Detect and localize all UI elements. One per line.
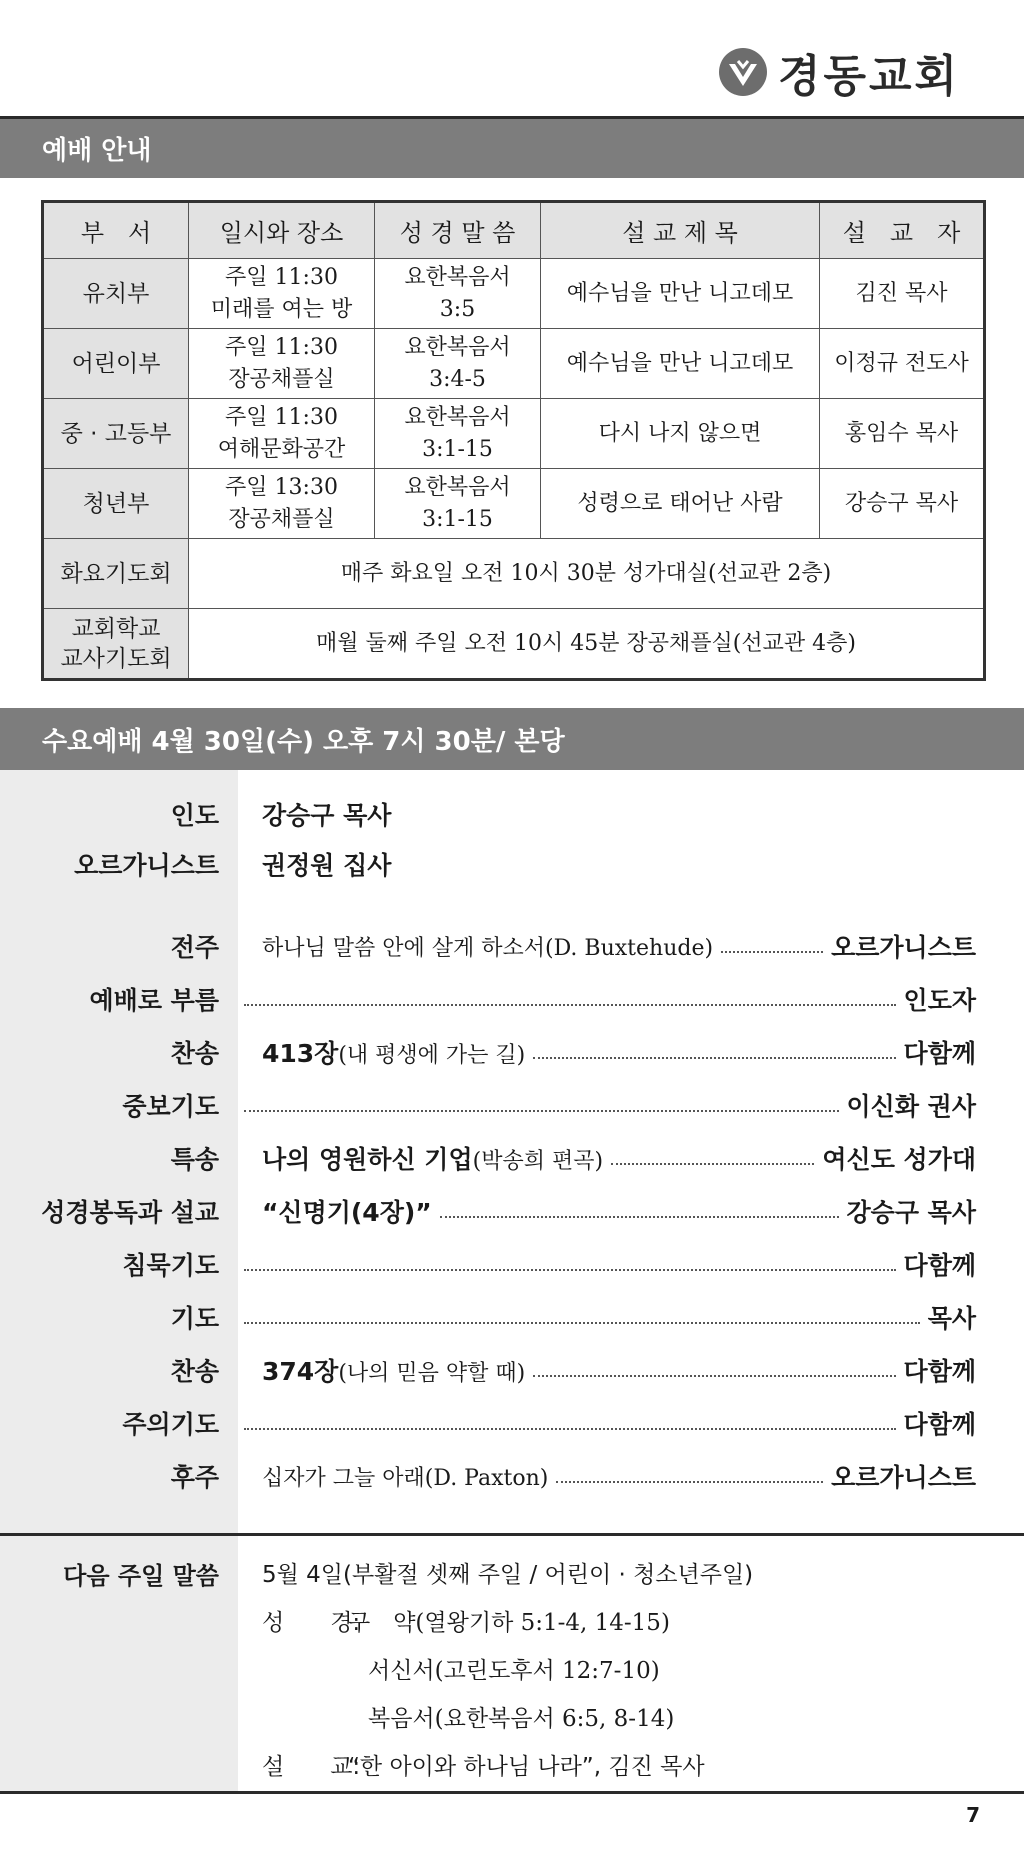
order-row-lords-prayer — [0, 1403, 1024, 1443]
next-scripture-line — [368, 1652, 660, 1685]
bible-book: 요한복음서 — [404, 264, 511, 290]
sermon-cell: 다시 나지 않으면 — [541, 399, 820, 469]
leader-label: 인도 — [170, 801, 219, 830]
order-row-intercession — [0, 1085, 1024, 1125]
header-time-place: 일시와 장소 — [189, 202, 375, 259]
bible-verse: 3:4-5 — [429, 366, 486, 392]
dept-cell: 어린이부 — [43, 329, 189, 399]
table-header-row — [43, 202, 985, 259]
time-place-cell — [189, 469, 375, 539]
order-label: 침묵기도 — [122, 1251, 219, 1280]
dept-cell — [43, 609, 189, 680]
organist-value: 권정원 집사 — [262, 851, 392, 880]
time-place-cell — [189, 259, 375, 329]
order-content — [236, 1138, 976, 1178]
bible-book: 요한복음서 — [404, 404, 511, 430]
order-label: 중보기도 — [122, 1092, 219, 1121]
order-who: 오르가니스트 — [831, 1463, 976, 1492]
order-label: 기도 — [170, 1304, 219, 1333]
leader-dots — [244, 1269, 896, 1271]
bible-book: 요한복음서 — [404, 334, 511, 360]
next-sunday-section — [0, 1536, 1024, 1791]
order-who: 다함께 — [903, 1357, 976, 1386]
order-desc — [236, 1140, 603, 1176]
order-label: 찬송 — [170, 1357, 219, 1386]
place: 장공채플실 — [228, 506, 335, 532]
bible-book: 요한복음서 — [404, 474, 511, 500]
sermon-cell: 성령으로 태어난 사람 — [541, 469, 820, 539]
next-scripture-line — [368, 1700, 674, 1733]
time: 주일 11:30 — [225, 264, 338, 290]
leader-dots — [244, 1004, 896, 1006]
order-row-prayer — [0, 1297, 1024, 1337]
preacher-cell: 홍임수 목사 — [820, 399, 985, 469]
header-dept: 부 서 — [43, 202, 189, 259]
leader-dots — [556, 1481, 823, 1483]
order-content — [236, 1456, 976, 1496]
bible-cell — [375, 259, 541, 329]
order-label: 전주 — [170, 933, 219, 962]
leader-dots — [611, 1163, 814, 1165]
order-label: 찬송 — [170, 1039, 219, 1068]
church-name: 경동교회 — [777, 51, 960, 102]
leader-dots — [244, 1428, 896, 1430]
order-content — [236, 1403, 976, 1443]
organist-content — [236, 844, 976, 884]
time: 주일 11:30 — [225, 404, 338, 430]
special-info-cell: 매월 둘째 주일 오전 10시 45분 장공채플실(선교관 4층) — [189, 609, 985, 680]
order-label: 특송 — [170, 1145, 219, 1174]
special-info-cell: 매주 화요일 오전 10시 30분 성가대실(선교관 2층) — [189, 539, 985, 609]
order-row-silent-prayer — [0, 1244, 1024, 1284]
leader-dots — [721, 951, 823, 953]
order-content — [236, 1191, 976, 1231]
scripture-gospel: 복음서(요한복음서 6:5, 8-14) — [368, 1706, 675, 1732]
leader-content — [236, 794, 976, 834]
dept-line1: 교회학교 — [71, 615, 161, 642]
bible-cell — [375, 329, 541, 399]
time-place-cell — [189, 399, 375, 469]
table-row — [43, 539, 985, 609]
order-who: 다함께 — [903, 1251, 976, 1280]
order-content — [236, 979, 976, 1019]
order-content — [236, 1350, 976, 1390]
hymn-title: (나의 믿음 약할 때) — [338, 1361, 526, 1386]
dept-cell: 유치부 — [43, 259, 189, 329]
order-who: 다함께 — [903, 1410, 976, 1439]
wednesday-service — [0, 770, 1024, 1533]
order-row-special-song — [0, 1138, 1024, 1178]
song-arranger: (박송희 편곡) — [472, 1149, 604, 1174]
next-sunday-title: 다음 주일 말씀 — [63, 1562, 219, 1590]
header-bible: 성 경 말 씀 — [375, 202, 541, 259]
place: 장공채플실 — [228, 366, 335, 392]
bible-verse: 3:1-15 — [422, 506, 493, 532]
bible-verse: 3:1-15 — [422, 436, 493, 462]
order-content — [236, 1085, 976, 1125]
scripture-label: 성 경: — [262, 1610, 361, 1636]
order-row-hymn2 — [0, 1350, 1024, 1390]
order-row-hymn1 — [0, 1032, 1024, 1072]
table-row — [43, 329, 985, 399]
dept-cell: 청년부 — [43, 469, 189, 539]
section-title-wednesday-service: 수요예배 4월 30일(수) 오후 7시 30분/ 본당 — [0, 708, 1024, 770]
hymn-number: 413장 — [262, 1039, 339, 1068]
preacher-cell: 강승구 목사 — [820, 469, 985, 539]
time: 주일 11:30 — [225, 334, 338, 360]
bible-cell — [375, 399, 541, 469]
order-row-call — [0, 979, 1024, 1019]
hymn-title: (내 평생에 가는 길) — [338, 1043, 526, 1068]
order-label: 주의기도 — [122, 1410, 219, 1439]
time-place-cell — [189, 329, 375, 399]
order-row-prelude — [0, 926, 1024, 966]
order-desc: 하나님 말씀 안에 살게 하소서(D. Buxtehude) — [262, 935, 714, 961]
place: 미래를 여는 방 — [210, 296, 353, 322]
sermon-cell: 예수님을 만난 니고데모 — [541, 329, 820, 399]
order-desc: 십자가 그늘 아래(D. Paxton) — [262, 1465, 549, 1491]
leader-dots — [244, 1110, 839, 1112]
table-row — [43, 259, 985, 329]
time: 주일 13:30 — [225, 474, 338, 500]
order-who: 인도자 — [903, 986, 976, 1015]
order-who: 이신화 권사 — [846, 1092, 976, 1121]
order-content — [236, 1297, 976, 1337]
organist-label: 오르가니스트 — [74, 851, 219, 880]
preacher-cell: 이정규 전도사 — [820, 329, 985, 399]
order-desc — [236, 1193, 432, 1229]
sermon-cell: 예수님을 만난 니고데모 — [541, 259, 820, 329]
church-logo — [718, 40, 960, 104]
order-content — [236, 1032, 976, 1072]
order-desc — [236, 1352, 525, 1388]
header-sermon: 설 교 제 목 — [541, 202, 820, 259]
order-label: 후주 — [170, 1463, 219, 1492]
order-content — [236, 1244, 976, 1284]
sermon-scripture: “신명기(4장)” — [262, 1198, 432, 1227]
scripture-epistle: 서신서(고린도후서 12:7-10) — [368, 1658, 660, 1684]
order-row-postlude — [0, 1456, 1024, 1496]
next-date: 5월 4일(부활절 셋째 주일 / 어린이 · 청소년주일) — [262, 1562, 754, 1588]
order-label: 예배로 부름 — [89, 986, 219, 1015]
schedule-table — [41, 200, 986, 681]
next-scripture-line — [262, 1604, 670, 1637]
order-who: 강승구 목사 — [846, 1198, 976, 1227]
page-number: 7 — [966, 1803, 980, 1827]
leader-dots — [533, 1375, 895, 1377]
section-title-worship-guide: 예배 안내 — [0, 116, 1024, 178]
dept-cell — [43, 539, 189, 609]
leader-value: 강승구 목사 — [262, 801, 392, 830]
hymn-number: 374장 — [262, 1357, 339, 1386]
order-row-sermon — [0, 1191, 1024, 1231]
order-who: 여신도 성가대 — [822, 1145, 976, 1174]
sermon-title: “한 아이와 하나님 나라”, 김진 목사 — [348, 1754, 705, 1780]
leader-dots — [244, 1322, 920, 1324]
header-preacher: 설 교 자 — [820, 202, 985, 259]
table-row — [43, 469, 985, 539]
church-emblem-icon — [718, 47, 768, 97]
place: 여해문화공간 — [217, 436, 346, 462]
dept-cell: 중 · 고등부 — [43, 399, 189, 469]
order-content — [236, 926, 976, 966]
order-who: 오르가니스트 — [831, 933, 976, 962]
scripture-ot: 구 약(열왕기하 5:1-4, 14-15) — [348, 1610, 670, 1636]
order-who: 다함께 — [903, 1039, 976, 1068]
leader-row — [0, 794, 1024, 834]
dept-line2: 교사기도회 — [60, 645, 172, 672]
song-title: 나의 영원하신 기업 — [262, 1145, 473, 1174]
table-row — [43, 399, 985, 469]
order-label: 성경봉독과 설교 — [41, 1198, 219, 1227]
next-sermon-line — [262, 1748, 705, 1781]
organist-row — [0, 844, 1024, 884]
bible-cell — [375, 469, 541, 539]
bible-verse: 3:5 — [439, 296, 476, 322]
bottom-rule — [0, 1791, 1024, 1794]
sermon-label: 설 교: — [262, 1754, 361, 1780]
leader-dots — [533, 1057, 895, 1059]
order-desc — [236, 1034, 525, 1070]
dept-line1: 화요기도회 — [60, 560, 172, 587]
preacher-cell: 김진 목사 — [820, 259, 985, 329]
table-row — [43, 609, 985, 680]
leader-dots — [440, 1216, 839, 1218]
order-who: 목사 — [927, 1304, 976, 1333]
